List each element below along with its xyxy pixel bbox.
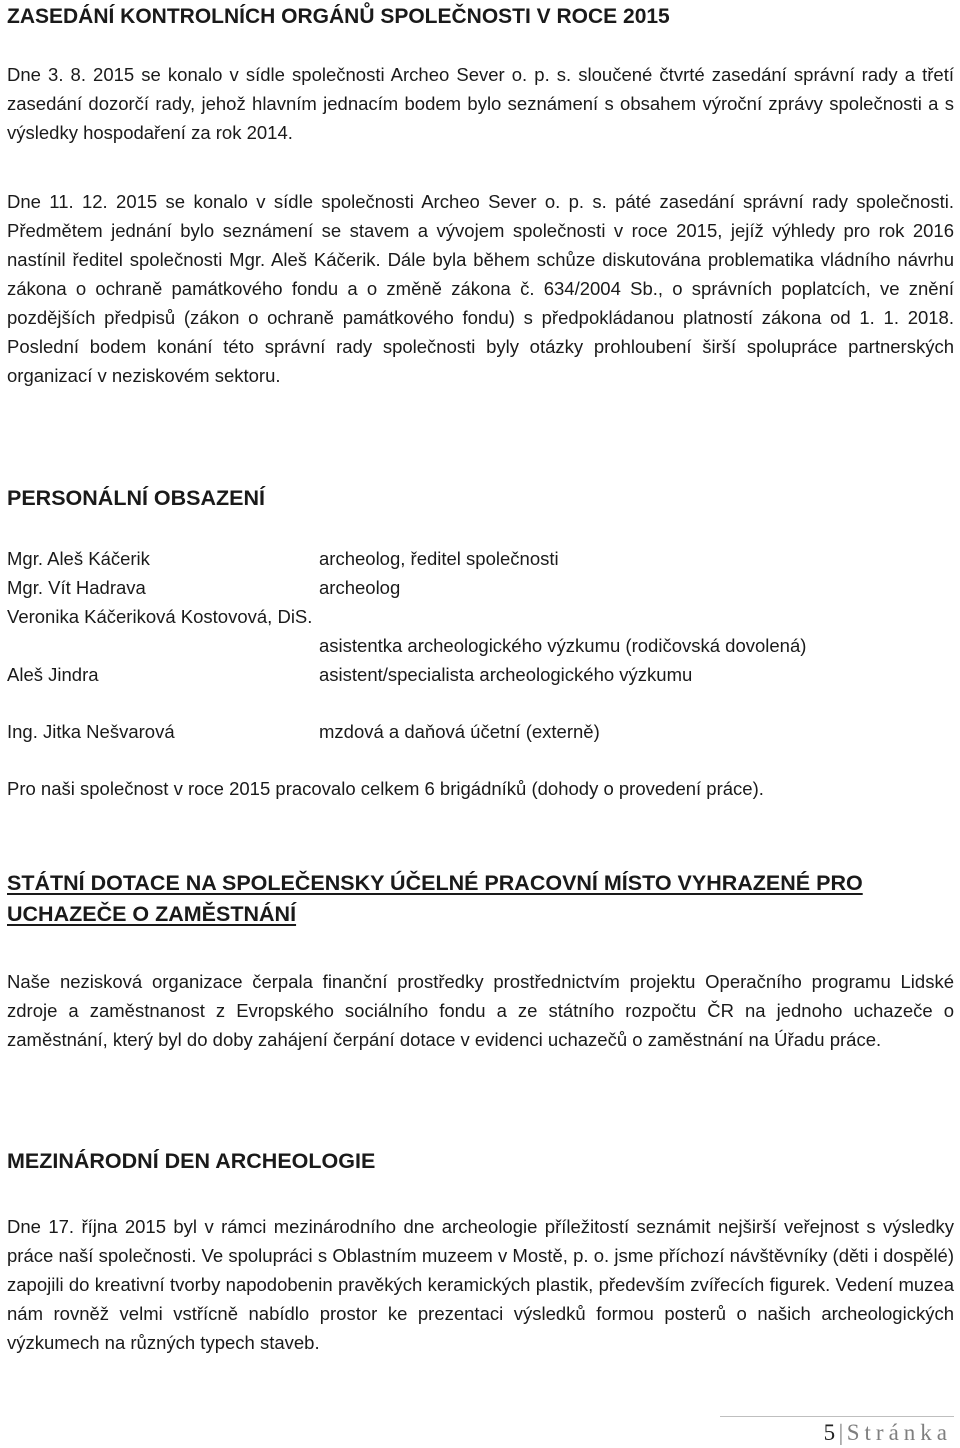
personnel-role: asistentka archeologického výzkumu (rodičovská dovolená) <box>319 635 807 656</box>
personnel-name: Mgr. Vít Hadrava <box>7 577 146 598</box>
personnel-row <box>7 660 693 689</box>
personnel-row <box>7 544 559 573</box>
footer-divider <box>720 1416 954 1417</box>
subsidy-paragraph: Naše nezisková organizace čerpala finanční prostředky prostřednictvím projektu Operačního programu Lidské zdroje a zaměstnanost z Evropského sociálního fondu a ze státního rozpočtu ČR na jednoho uchazeče o zaměstnání, který byl do doby zahájení čerpání dotace v evidenci uchazečů o zaměstnání na Úřadu práce. <box>7 971 954 1050</box>
archaeology-day-paragraph: Dne 17. října 2015 byl v rámci mezinárodního dne archeologie příležitostí seznámit nejširší veřejnost s výsledky práce naší společnosti. Ve spolupráci s Oblastním muzeem v Mostě, p. o. jsme příchozí návštěvníky (děti i dospělé) zapojili do kreativní tvorby napodobenin pravěkých keramických plastik, především zvířecích figurek. Vedení muzea nám rovněž velmi vstřícně nabídlo prostor ke prezentaci výsledků formou posterů o našich archeologických výzkumech na různých typech staveb. <box>7 1216 954 1353</box>
personnel-role: archeolog, ředitel společnosti <box>319 548 559 569</box>
personnel-name: Aleš Jindra <box>7 664 99 685</box>
subsidy-heading: STÁTNÍ DOTACE NA SPOLEČENSKY ÚČELNÉ PRACOVNÍ MÍSTO VYHRAZENÉ PRO UCHAZEČE O ZAMĚSTNÁNÍ <box>7 871 863 926</box>
personnel-heading: PERSONÁLNÍ OBSAZENÍ <box>7 486 266 510</box>
meeting-paragraph-2 <box>7 187 954 390</box>
meeting-paragraph-1 <box>7 60 954 147</box>
personnel-role: asistent/specialista archeologického výzkumu <box>319 664 693 685</box>
personnel-row <box>7 573 401 602</box>
page-number: 5 <box>823 1420 836 1445</box>
personnel-name: Veronika Káčeriková Kostovová, DiS. <box>7 606 313 627</box>
personnel-row <box>7 717 600 746</box>
page-title: ZASEDÁNÍ KONTROLNÍCH ORGÁNŮ SPOLEČNOSTI V ROCE 2015 <box>7 5 670 28</box>
meeting-paragraph-1-text: Dne 3. 8. 2015 se konalo v sídle společnosti Archeo Sever o. p. s. sloučené čtvrté zasedání správní rady a třetí zasedání dozorčí rady, jehož hlavním jednacím bodem bylo seznámení s obsahem výroční zprávy společnosti a s výsledky hospodaření za rok 2014. <box>7 64 954 143</box>
footer-page-word: Stránka <box>846 1420 952 1445</box>
meeting-paragraph-2-lead: Dne 11. 12. 2015 se konalo v sídle společnosti Archeo Sever o. p. s. <box>7 191 607 212</box>
personnel-row <box>7 602 312 631</box>
brigade-note: Pro naši společnost v roce 2015 pracovalo celkem 6 brigádníků (dohody o provedení práce). <box>7 778 764 799</box>
personnel-name: Mgr. Aleš Káčerik <box>7 548 150 569</box>
footer-separator: | <box>838 1420 844 1445</box>
personnel-name: Ing. Jitka Nešvarová <box>7 721 175 742</box>
meeting-paragraph-2-body: páté zasedání správní rady společnosti. Předmětem jednání bylo seznámení se stavem a vývojem společnosti v roce 2015, jejíž výhledy pro rok 2016 nastínil ředitel společnosti Mgr. Aleš Káčerik. Dále byla během schůze diskutována problematika vládního návrhu zákona o ochraně památkového fondu a o změně zákona č. 634/2004 Sb., o správních poplatcích, ve znění pozdějších předpisů (zákon o ochraně památkového fondu) s předpokládanou platností zákona od 1. 1. 2018. Poslední bodem konání této správní rady společnosti byly otázky prohloubení širší spolupráce partnerských organizací v neziskovém sektoru. <box>7 191 954 386</box>
archaeology-day-heading: MEZINÁRODNÍ DEN ARCHEOLOGIE <box>7 1149 376 1173</box>
personnel-role: archeolog <box>319 577 401 598</box>
personnel-role: mzdová a daňová účetní (externě) <box>319 721 600 742</box>
